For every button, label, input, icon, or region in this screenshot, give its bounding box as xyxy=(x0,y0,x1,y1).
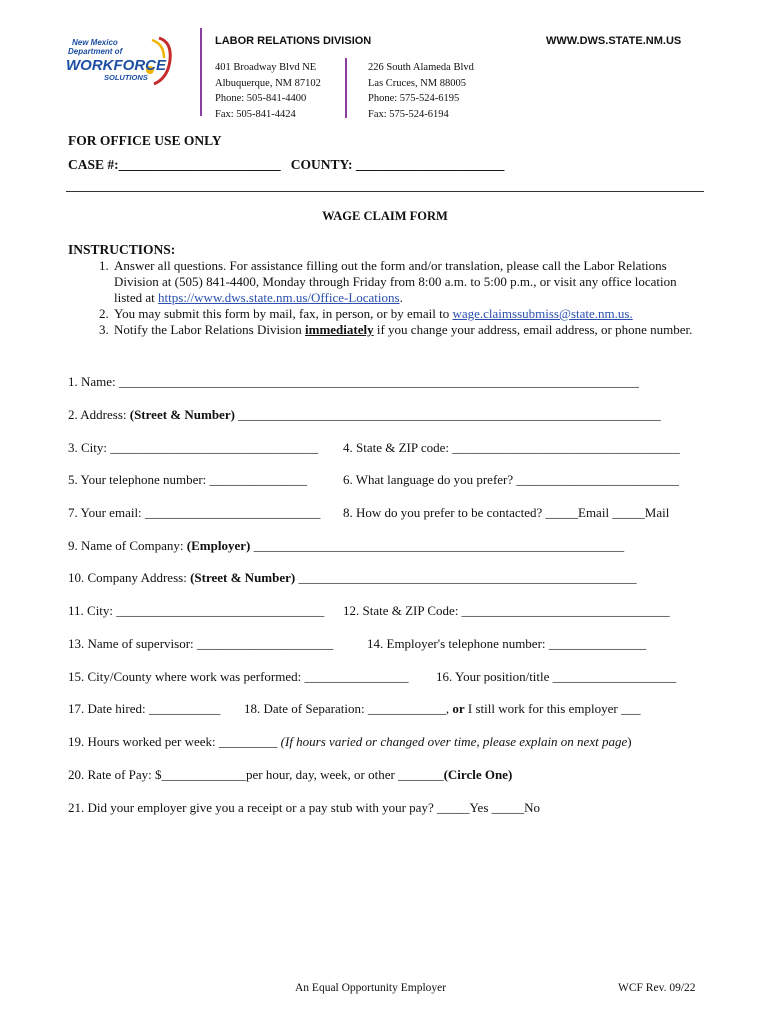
company-hint: (Employer) xyxy=(186,538,251,553)
telephone-label: 5. Your telephone number: xyxy=(68,472,210,487)
hours-note: (If hours varied or changed over time, please explain on next page xyxy=(280,734,628,749)
rate-text[interactable]: 20. Rate of Pay: $_____________per hour, day, week, or other _______ xyxy=(68,767,444,782)
hours-note-close: ) xyxy=(627,734,632,749)
field-date-separation[interactable] xyxy=(244,701,640,717)
email-link[interactable]: wage.claimssubmiss@state.nm.us. xyxy=(452,306,633,321)
office2-fax: Fax: 575-524-6194 xyxy=(368,108,449,120)
header-divider-middle xyxy=(345,58,347,118)
office2-phone: Phone: 575-524-6195 xyxy=(368,93,460,104)
field-company-city[interactable]: 11. City: ________________________________ xyxy=(68,603,325,618)
instruction-1-text: Answer all questions. For assistance filling out the form and/or translation, please call the Labor Relations Division at (505) 841-4400, Monday through Friday from 8:00 a.m. to 5:00 p.m., or visit any office location listed at xyxy=(114,258,677,305)
instructions xyxy=(68,242,708,338)
company-address-blank[interactable]: ____________________________________________________ xyxy=(295,570,637,585)
case-label: CASE #: xyxy=(68,157,119,172)
svg-text:New Mexico: New Mexico xyxy=(72,38,118,47)
instruction-3-text-end: if you change your address, email address, or phone number. xyxy=(373,322,693,337)
email-blank[interactable]: ___________________________ xyxy=(144,505,321,520)
office1-street: 401 Broadway Blvd NE xyxy=(215,62,317,73)
field-state-zip[interactable]: 4. State & ZIP code: ___________________________________ xyxy=(343,440,680,455)
instruction-2-text: You may submit this form by mail, fax, in person, or by email to xyxy=(114,306,453,321)
office-use-title: FOR OFFICE USE ONLY xyxy=(68,133,222,148)
field-contact-preference[interactable]: 8. How do you prefer to be contacted? _____Email _____Mail xyxy=(343,505,670,520)
footer-eoe: An Equal Opportunity Employer xyxy=(295,982,447,994)
field-employer-phone[interactable]: 14. Employer's telephone number: _______________ xyxy=(367,636,647,651)
case-number-field[interactable]: ________________________ xyxy=(118,157,281,172)
company-label: 9. Name of Company: xyxy=(68,538,187,553)
instruction-3-text: Notify the Labor Relations Division xyxy=(114,322,306,337)
county-field[interactable]: ______________________ xyxy=(355,157,505,172)
office2-street: 226 South Alameda Blvd xyxy=(368,62,474,73)
address-label: 2. Address: xyxy=(68,407,130,422)
form-title: WAGE CLAIM FORM xyxy=(322,209,448,223)
instructions-list xyxy=(68,258,708,338)
instruction-3-emphasis: immediately xyxy=(305,322,374,337)
svg-text:WORKFORCE: WORKFORCE xyxy=(66,57,166,74)
field-rate-of-pay[interactable] xyxy=(68,767,512,783)
office1-fax: Fax: 505-841-4424 xyxy=(215,108,296,120)
field-language[interactable]: 6. What language do you prefer? _________________________ xyxy=(343,472,679,487)
instruction-item-3 xyxy=(112,322,708,338)
hours-label: 19. Hours worked per week: xyxy=(68,734,219,749)
division-name: LABOR RELATIONS DIVISION xyxy=(215,35,372,47)
email-label: 7. Your email: xyxy=(68,505,145,520)
office2-city: Las Cruces, NM 88005 xyxy=(368,77,466,89)
telephone-blank[interactable]: _______________ xyxy=(209,472,308,487)
county-label: COUNTY: xyxy=(290,157,353,172)
office-albuquerque xyxy=(215,60,321,122)
field-work-location[interactable]: 15. City/County where work was performed: ________________ xyxy=(68,669,409,684)
logo-graphic xyxy=(64,32,184,92)
still-employed-text[interactable]: I still work for this employer ___ xyxy=(464,701,641,716)
instructions-heading: INSTRUCTIONS: xyxy=(68,242,176,257)
field-pay-stub[interactable]: 21. Did your employer give you a receipt or a pay stub with your pay? _____Yes _____No xyxy=(68,800,541,815)
field-address[interactable] xyxy=(68,407,661,423)
separation-or: or xyxy=(452,701,465,716)
office-locations-link[interactable]: https://www.dws.state.nm.us/Office-Locations xyxy=(158,290,400,305)
field-company-address[interactable] xyxy=(68,570,636,586)
svg-text:Department of: Department of xyxy=(68,47,123,56)
hours-blank[interactable]: _________ xyxy=(218,734,278,749)
header-divider-left xyxy=(200,28,202,116)
instruction-item-1 xyxy=(112,258,708,306)
field-company-name[interactable] xyxy=(68,538,624,554)
footer-revision: WCF Rev. 09/22 xyxy=(618,982,696,994)
office-las-cruces xyxy=(368,60,474,122)
field-company-state-zip[interactable]: 12. State & ZIP Code: ________________________________ xyxy=(343,603,670,618)
office-use-row xyxy=(68,157,504,173)
address-blank[interactable]: _________________________________________________________________ xyxy=(234,407,661,422)
company-blank[interactable]: _________________________________________________________ xyxy=(250,538,625,553)
address-hint: (Street & Number) xyxy=(129,407,235,422)
instruction-item-2 xyxy=(112,306,708,322)
field-supervisor[interactable]: 13. Name of supervisor: _____________________ xyxy=(68,636,334,651)
separation-text: 18. Date of Separation: ____________, xyxy=(244,701,453,716)
section-divider xyxy=(66,191,704,192)
company-address-label: 10. Company Address: xyxy=(68,570,191,585)
field-hours-per-week[interactable] xyxy=(68,734,632,750)
field-telephone[interactable] xyxy=(68,472,307,488)
field-position-title[interactable]: 16. Your position/title ___________________ xyxy=(436,669,677,684)
field-city[interactable]: 3. City: ________________________________ xyxy=(68,440,319,455)
website-text: WWW.DWS.STATE.NM.US xyxy=(546,35,682,47)
company-address-hint: (Street & Number) xyxy=(190,570,296,585)
office1-city: Albuquerque, NM 87102 xyxy=(215,77,321,89)
field-date-hired[interactable]: 17. Date hired: ___________ xyxy=(68,701,221,716)
instruction-1-period: . xyxy=(399,290,403,305)
nm-workforce-solutions-logo xyxy=(64,32,184,92)
office1-phone: Phone: 505-841-4400 xyxy=(215,93,307,104)
rate-circle-one: (Circle One) xyxy=(443,767,513,782)
field-email[interactable] xyxy=(68,505,320,521)
svg-text:SOLUTIONS: SOLUTIONS xyxy=(104,73,148,82)
field-name[interactable]: 1. Name: ________________________________________________________________________________ xyxy=(68,374,639,389)
